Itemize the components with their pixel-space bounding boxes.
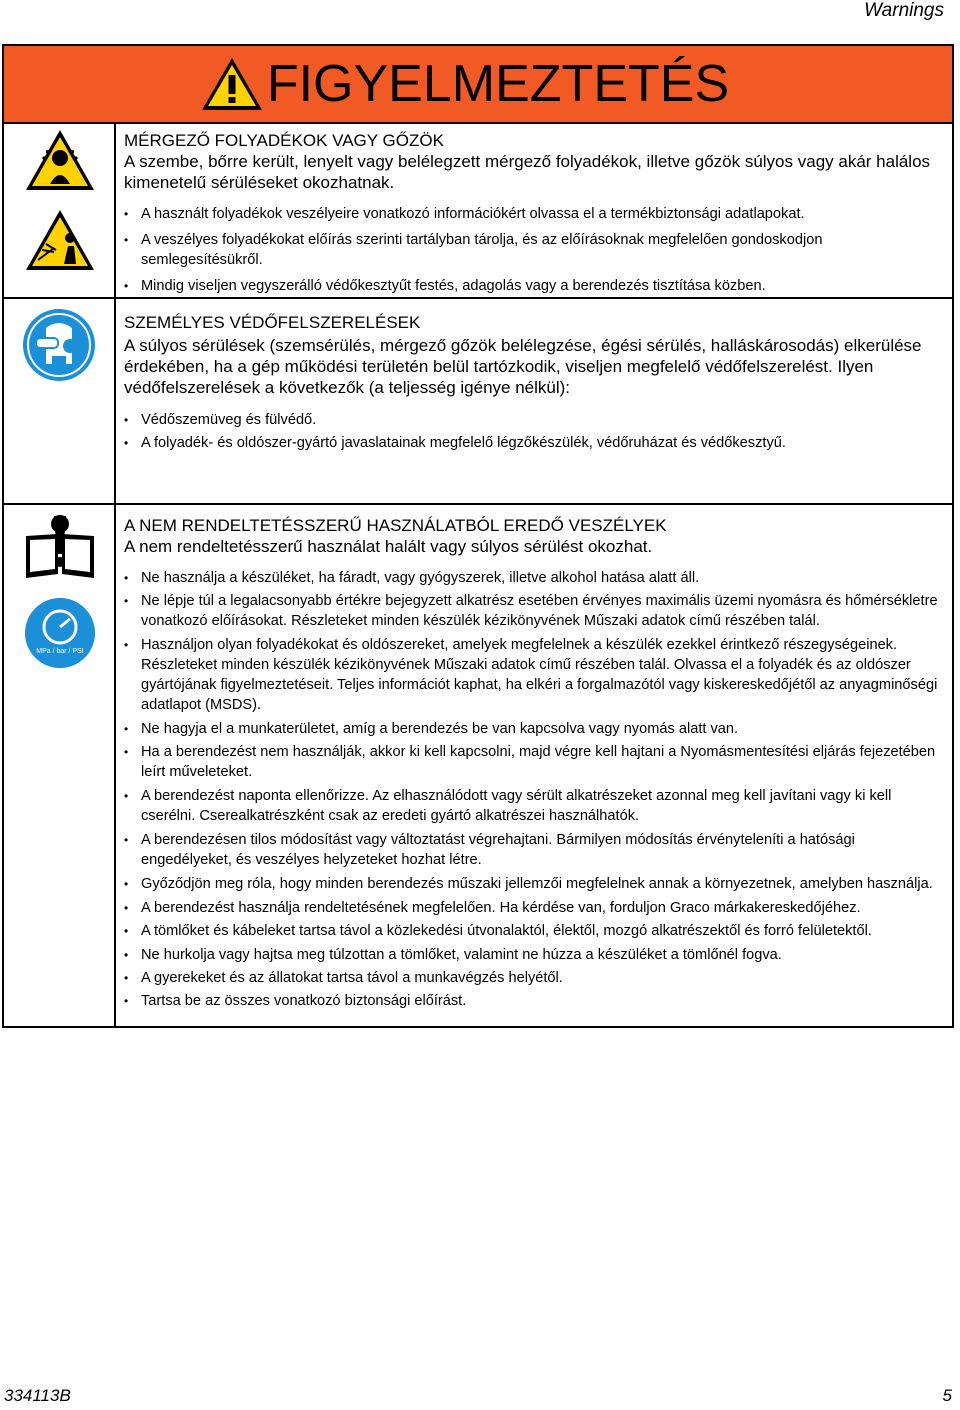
list-item: • Ne hurkolja vagy hajtsa meg túlzottan a tömlőket, valamint ne húzza a készüléket a tömlőnél fogva. [124,945,944,965]
gauge-unit-label: MPa / bar / PSI [36,648,84,655]
list-item: • Ha a berendezést nem használják, akkor ki kell kapcsolni, majd végre kell hajtani a Nyomásmentesítési eljárás fejezetében leírt műveleteket. [124,742,944,782]
list-item: • Ne hagyja el a munkaterületet, amíg a berendezés be van kapcsolva vagy nyomás alatt van. [124,719,944,739]
section-heading: MÉRGEZŐ FOLYADÉKOK VAGY GŐZÖK [124,131,444,150]
list-item: • Győződjön meg róla, hogy minden berendezés műszaki jellemzői megfelelnek annak a környezetnek, amelyben használja. [124,874,944,894]
section-toxic [124,130,944,296]
section-lead: A szembe, bőrre került, lenyelt vagy belélegzett mérgező folyadékok, illetve gőzök súlyos vagy akár halálos kimenetelű sérüléseket okozhatnak. [124,152,931,192]
section-heading: A NEM RENDELTETÉSSZERŰ HASZNÁLATBÓL EREDŐ VESZÉLYEK [124,516,667,535]
section-divider [4,503,952,505]
warning-body [4,122,952,1026]
page-number: 5 [942,1386,952,1405]
list-item: • A tömlőket és kábeleket tartsa távol a közlekedési útvonalaktól, élektől, mozgó alkatrészektől és forró felületektől. [124,921,944,941]
doc-number: 334113B [4,1386,71,1405]
section-label: Warnings [864,0,944,21]
bullet-list [124,568,944,1011]
section-heading: SZEMÉLYES VÉDŐFELSZERELÉSEK [124,313,421,332]
skin-splash-hazard-icon [24,208,96,272]
warning-triangle-icon [199,55,265,113]
list-item: • A folyadék- és oldószer-gyártó javaslatainak megfelelő légzőkészülék, védőruházat és védőkesztyű. [124,433,944,453]
banner-title: FIGYELMEZTETÉS [266,55,730,113]
bullet-list [124,410,944,453]
list-item: • Használjon olyan folyadékokat és oldószereket, amelyek megfelelnek a készülék ezekkel érintkező részegységeinek. Részleteket minden készülék kézikönyvének Műszaki adatok című részében talál. Olvassa el a folyadék és az oldószer gyártójának figyelmeztetéseit. Teljes információt kaphat, ha elkéri a forgalmazótól vagy kiskereskedőjétől az anyagminőségi adatlapot (MSDS). [124,635,944,715]
list-item: • A használt folyadékok veszélyeire vonatkozó információkért olvassa el a termékbiztonsági adatlapokat. [124,204,944,224]
section-divider [4,297,952,299]
list-item: • Mindig viseljen vegyszerálló védőkesztyűt festés, adagolás vagy a berendezés tisztítása közben. [124,276,944,296]
bullet-list [124,204,944,296]
section-lead: A nem rendeltetésszerű használat halált vagy súlyos sérülést okozhat. [124,537,653,556]
list-item: • A berendezést használja rendeltetésének megfelelően. Ha kérdése van, forduljon Graco márkakereskedőjéhez. [124,898,944,918]
warning-banner [4,46,952,124]
list-item: • Védőszemüveg és fülvédő. [124,410,944,430]
pressure-gauge-icon [24,597,96,669]
list-item: • A gyerekeket és az állatokat tartsa távol a munkavégzés helyétől. [124,968,944,988]
section-lead: A súlyos sérülések (szemsérülés, mérgező gőzök belélegzése, égési sérülés, halláskárosodás) elkerülése érdekében, ha a gép működési területén belül tartózkodik, viseljen megfelelő védőfelszerelést. Ilyen védőfelszerelések a következők (a teljesség igénye nélkül): [124,336,922,397]
section-misuse [124,515,944,1011]
toxic-fumes-hazard-icon [24,128,96,192]
list-item: • A berendezést naponta ellenőrizze. Az elhasználódott vagy sérült alkatrészeket azonnal meg kell javítani vagy ki kell cserélni. Cserealkatrészként csak az eredeti gyártó alkatrészei használhatók. [124,786,944,826]
list-item: • Ne lépje túl a legalacsonyabb értékre bejegyzett alkatrész esetében érvényes maximális üzemi nyomásra és hőmérsékletre vonatkozó előírásokat. Részleteket minden készülék kézikönyvének Műszaki adatok című részében talál. [124,591,944,631]
read-manual-icon [22,514,98,582]
list-item: • Tartsa be az összes vonatkozó biztonsági előírást. [124,991,944,1011]
warning-box [2,44,954,1028]
list-item: • A berendezésen tilos módosítást vagy változtatást végrehajtani. Bármilyen módosítás érvényteleníti a hatósági engedélyeket, és veszélyes helyzeteket hozhat létre. [124,830,944,870]
protective-equipment-icon [22,308,96,382]
list-item: • A veszélyes folyadékokat előírás szerinti tartályban tárolja, és az előírásoknak megfelelően gondoskodjon semlegesítésükről. [124,230,944,270]
section-ppe [124,312,944,453]
list-item: • Ne használja a készüléket, ha fáradt, vagy gyógyszerek, illetve alkohol hatása alatt áll. [124,568,944,588]
